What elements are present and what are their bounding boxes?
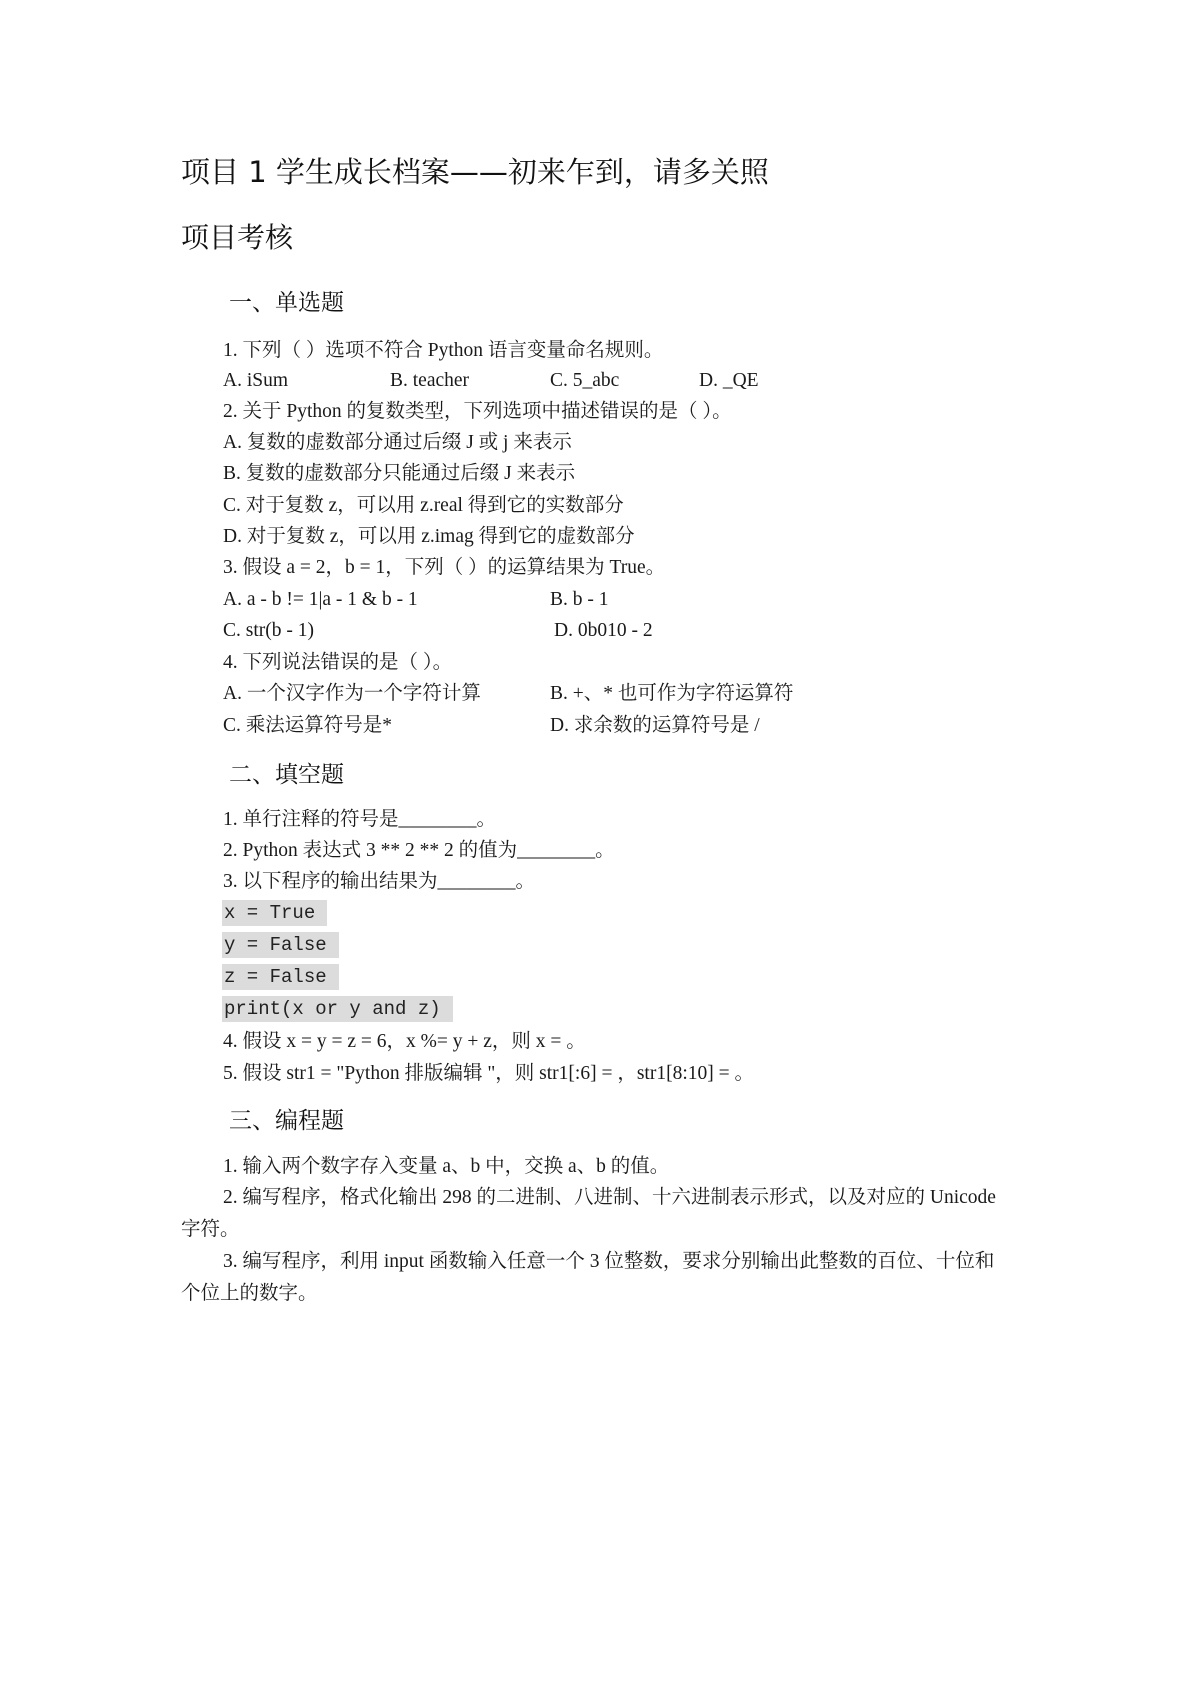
section-heading-fill: 二、填空题 — [229, 762, 344, 788]
choice-q2-option-b: B. 复数的虚数部分只能通过后缀 J 来表示 — [223, 463, 576, 484]
choice-q2-text: 2. 关于 Python 的复数类型，下列选项中描述错误的是（ ）。 — [223, 401, 732, 422]
choice-q2-option-a: A. 复数的虚数部分通过后缀 J 或 j 来表示 — [223, 432, 572, 453]
choice-q1-option-a: A. iSum — [223, 370, 289, 391]
page-title: 项目 1 学生成长档案——初来乍到，请多关照 — [181, 155, 769, 189]
choice-q3-option-b: B. b - 1 — [550, 589, 609, 610]
choice-q2-option-d: D. 对于复数 z，可以用 z.imag 得到它的虚数部分 — [223, 526, 635, 547]
fill-q2-text: 2. Python 表达式 3 ** 2 ** 2 的值为________。 — [223, 840, 615, 861]
program-item-1: 1. 输入两个数字存入变量 a、b 中，交换 a、b 的值。 — [223, 1156, 670, 1177]
program-item-3: 3. 编写程序，利用 input 函数输入任意一个 3 位整数，要求分别输出此整数的百位、十位和个位上的数字。 — [181, 1251, 995, 1304]
choice-q1-option-c: C. 5_abc — [550, 370, 620, 391]
choice-q1-option-d: D. _QE — [699, 370, 759, 391]
choice-q3-text: 3. 假设 a = 2，b = 1，下列（ ）的运算结果为 True。 — [223, 557, 666, 578]
program-item-2: 2. 编写程序，格式化输出 298 的二进制、八进制、十六进制表示形式，以及对应的 Unicode 字符。 — [181, 1187, 996, 1240]
choice-q1-text: 1. 下列（ ）选项不符合 Python 语言变量命名规则。 — [223, 340, 664, 361]
page-subtitle: 项目考核 — [181, 221, 294, 254]
section-heading-choice: 一、单选题 — [229, 290, 344, 316]
code-line: print(x or y and z) — [222, 996, 453, 1022]
fill-q5-text: 5. 假设 str1 = "Python 排版编辑 "，则 str1[:6] = ，str1[8:10] = 。 — [223, 1063, 754, 1084]
code-line: x = True — [222, 900, 327, 926]
choice-q3-option-a: A. a - b != 1|a - 1 & b - 1 — [223, 589, 418, 610]
section-heading-program: 三、编程题 — [229, 1108, 344, 1134]
choice-q2-option-c: C. 对于复数 z，可以用 z.real 得到它的实数部分 — [223, 495, 624, 516]
code-line: y = False — [222, 932, 339, 958]
choice-q4-option-c: C. 乘法运算符号是* — [223, 715, 393, 736]
fill-q4-text: 4. 假设 x = y = z = 6，x %= y + z，则 x = 。 — [223, 1031, 586, 1052]
choice-q3-option-d: D. 0b010 - 2 — [554, 620, 653, 641]
choice-q1-option-b: B. teacher — [390, 370, 470, 391]
choice-q3-option-c: C. str(b - 1) — [223, 620, 314, 641]
choice-q4-option-a: A. 一个汉字作为一个字符计算 — [223, 683, 481, 704]
choice-q4-text: 4. 下列说法错误的是（ ）。 — [223, 652, 453, 673]
choice-q4-option-b: B. +、* 也可作为字符运算符 — [550, 683, 794, 704]
code-line: z = False — [222, 964, 339, 990]
fill-q3-text: 3. 以下程序的输出结果为________。 — [223, 871, 536, 892]
fill-q1-text: 1. 单行注释的符号是________。 — [223, 809, 497, 830]
choice-q4-option-d: D. 求余数的运算符号是 / — [550, 715, 760, 736]
